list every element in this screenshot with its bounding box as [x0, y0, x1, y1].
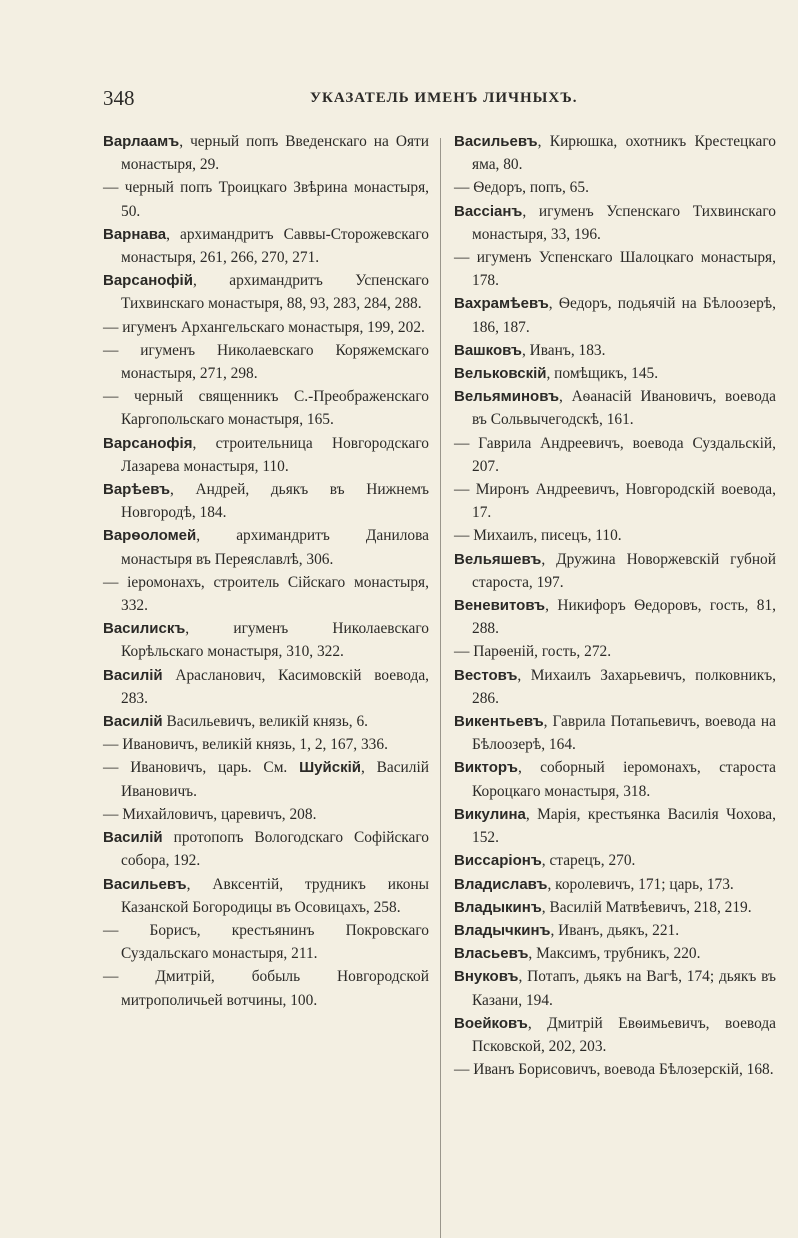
- entry-text: , Максимъ, трубникъ, 220.: [528, 945, 701, 963]
- entry-headword: Варлаамъ: [103, 133, 180, 150]
- index-entry: [454, 710, 776, 756]
- index-entry: [103, 316, 429, 339]
- entry-text: , Михаилъ Захарьевичъ, полковникъ, 286.: [472, 666, 776, 707]
- index-entry: [454, 664, 776, 710]
- index-entry: [454, 524, 776, 547]
- entry-headword: Василій: [103, 829, 163, 847]
- entry-headword: Вашковъ: [454, 341, 522, 359]
- entry-headword: Воейковъ: [454, 1014, 528, 1032]
- entry-headword: Виссаріонъ: [454, 852, 542, 870]
- index-entry: [103, 756, 429, 802]
- entry-headword: Варсанофія: [103, 434, 193, 452]
- index-entry: [454, 246, 776, 292]
- entry-text: Арасланович, Касимовскій воевода, 283.: [121, 666, 429, 707]
- index-entry: [454, 385, 776, 431]
- entry-headword: Вельковскій: [454, 365, 547, 383]
- entry-text: , Иванъ, 183.: [521, 341, 606, 359]
- entry-text: , Марія, крестьянка Василія Чохова, 152.: [472, 805, 776, 847]
- entry-headword: Владыкинъ: [454, 898, 542, 916]
- cross-reference-headword: Шуйскій: [299, 759, 361, 777]
- entry-text: — игуменъ Николаевскаго Коряжемскаго монастыря, 271, 298.: [103, 341, 429, 383]
- entry-text: , Дружина Новоржевскій губной староста, 197.: [472, 550, 776, 591]
- index-entry: [454, 1012, 776, 1058]
- index-entry: [103, 176, 429, 222]
- entry-text: протопопъ Вологодскаго Софійскаго собора, 192.: [121, 829, 429, 870]
- entry-text: — черный священникъ С.-Преображенскаго Каргопольскаго монастыря, 165.: [103, 388, 429, 429]
- page-number: 348: [103, 86, 135, 110]
- index-entry: [103, 710, 429, 733]
- entry-text: , архимандритъ Данилова монастыря въ Переяславлѣ, 306.: [121, 527, 429, 568]
- entry-text: — Парѳеній, гость, 272.: [454, 643, 612, 661]
- entry-text: , Андрей, дьякъ въ Нижнемъ Новгородѣ, 184.: [121, 481, 429, 522]
- index-entry: [454, 849, 776, 872]
- index-entry: [103, 919, 429, 965]
- entry-text: , Гаврила Потапьевичъ, воевода на Бѣлоозерѣ, 164.: [472, 713, 776, 754]
- index-entry: [454, 919, 776, 942]
- entry-headword: Варѣевъ: [103, 481, 171, 499]
- entry-text: , черный попъ Введенскаго на Ояти монастыря, 29.: [121, 133, 429, 174]
- entry-headword: Вестовъ: [454, 666, 518, 684]
- entry-text: , Потапъ, дьякъ на Вагѣ, 174; дьякъ въ Казани, 194.: [472, 968, 776, 1009]
- entry-text: , архимандритъ Успенскаго Тихвинскаго монастыря, 88, 93, 283, 284, 288.: [121, 272, 429, 313]
- index-entry: [103, 803, 429, 826]
- index-entry: [103, 733, 429, 756]
- entry-headword: Владиславъ: [454, 875, 548, 893]
- entry-text: — черный попъ Троицкаго Звѣрина монастыря, 50.: [103, 179, 429, 220]
- entry-text: — игуменъ Успенскаго Шалоцкаго монастыря, 178.: [454, 249, 776, 290]
- entry-headword: Викулина: [454, 805, 526, 823]
- index-entry: [454, 965, 776, 1011]
- entry-text: — Миронъ Андреевичъ, Новгородскій воевода, 17.: [454, 481, 776, 522]
- index-entry: [103, 432, 429, 478]
- entry-headword: Василій: [103, 666, 163, 684]
- index-entry: [454, 873, 776, 896]
- entry-headword: Вахрамѣевъ: [454, 295, 549, 313]
- index-entry: [103, 826, 429, 872]
- entry-text: — Ивановичъ, царь. См.: [103, 759, 300, 777]
- index-entry: [454, 1058, 776, 1081]
- entry-text: , соборный іеромонахъ, староста Короцкаго монастыря, 318.: [472, 759, 776, 800]
- index-entry: [103, 478, 429, 524]
- entry-text: , Василій Матвѣевичъ, 218, 219.: [541, 898, 752, 916]
- entry-text: — Борисъ, крестьянинъ Покровскаго Суздальскаго монастыря, 211.: [103, 921, 429, 963]
- entry-text: , Иванъ, дьякъ, 221.: [550, 921, 680, 939]
- entry-text: , Ѳедоръ, подьячій на Бѣлоозерѣ, 186, 187.: [472, 295, 776, 336]
- entry-headword: Веневитовъ: [454, 597, 546, 615]
- entry-headword: Васильевъ: [103, 875, 187, 893]
- index-entry: [103, 617, 429, 663]
- entry-headword: Василискъ: [103, 620, 186, 638]
- entry-headword: Василій: [103, 713, 163, 731]
- entry-text: , игуменъ Николаевскаго Корѣльскаго монастыря, 310, 322.: [121, 620, 429, 661]
- entry-text: , королевичъ, 171; царь, 173.: [547, 875, 734, 893]
- entry-headword: Викторъ: [454, 759, 518, 777]
- running-title: УКАЗАТЕЛЬ ИМЕНЪ ЛИЧНЫХЪ.: [310, 90, 578, 106]
- cross-reference-text: , Василій Ивановичъ.: [121, 759, 429, 800]
- column-divider: [440, 138, 441, 1238]
- entry-text: , архимандритъ Саввы-Сторожевскаго монастыря, 261, 266, 270, 271.: [121, 225, 429, 267]
- entry-headword: Владычкинъ: [454, 921, 551, 939]
- entry-text: , помѣщикъ, 145.: [546, 365, 659, 383]
- index-entry: [454, 432, 776, 478]
- entry-text: — Михаилъ, писецъ, 110.: [454, 527, 622, 545]
- index-entry: [103, 385, 429, 431]
- index-entry: [103, 223, 429, 269]
- entry-text: — Михайловичъ, царевичъ, 208.: [103, 805, 317, 823]
- index-entry: [103, 965, 429, 1011]
- entry-headword: Вассіанъ: [454, 202, 523, 220]
- entry-headword: Вельяминовъ: [454, 388, 559, 406]
- index-entry: [454, 200, 776, 246]
- entry-headword: Внуковъ: [454, 968, 519, 986]
- entry-text: , Никифоръ Ѳедоровъ, гость, 81, 288.: [472, 597, 776, 638]
- index-entry: [103, 664, 429, 710]
- index-entry: [454, 803, 776, 849]
- index-entry: [454, 594, 776, 640]
- page-header: [103, 86, 768, 116]
- entry-headword: Вельяшевъ: [454, 550, 542, 568]
- index-entry: [103, 873, 429, 919]
- entry-headword: Варсанофій: [103, 272, 193, 290]
- index-entry: [103, 571, 429, 617]
- entry-text: — Ѳедоръ, попъ, 65.: [454, 179, 589, 197]
- index-entry: [103, 524, 429, 570]
- index-entry: [454, 130, 776, 176]
- entry-text: — Ивановичъ, великій князь, 1, 2, 167, 336.: [103, 736, 388, 754]
- entry-headword: Васильевъ: [454, 133, 538, 150]
- entry-text: , Дмитрій Евѳимьевичъ, воевода Псковской, 202, 203.: [472, 1014, 776, 1055]
- entry-text: — игуменъ Архангельскаго монастыря, 199, 202.: [103, 318, 425, 336]
- index-entry: [454, 339, 776, 362]
- entry-text: — Дмитрій, бобыль Новгородской митрополичьей вотчины, 100.: [103, 968, 429, 1009]
- index-entry: [454, 478, 776, 524]
- entry-headword: Варѳоломей: [103, 527, 197, 545]
- entry-text: , игуменъ Успенскаго Тихвинскаго монастыря, 33, 196.: [472, 202, 776, 243]
- entry-headword: Викентьевъ: [454, 713, 544, 731]
- index-entry: [103, 269, 429, 315]
- entry-text: , старецъ, 270.: [541, 852, 636, 870]
- index-entry: [454, 362, 776, 385]
- entry-text: — іеромонахъ, строитель Сійскаго монастыря, 332.: [103, 573, 429, 615]
- index-entry: [454, 896, 776, 919]
- index-column-right: [454, 130, 776, 1081]
- index-entry: [103, 130, 429, 176]
- index-entry: [103, 339, 429, 385]
- index-column-left: [103, 130, 429, 1012]
- entry-headword: Варнава: [103, 225, 167, 243]
- index-entry: [454, 548, 776, 594]
- entry-text: , Кирюшка, охотникъ Крестецкаго яма, 80.: [472, 133, 776, 174]
- entry-text: , Аѳанасій Ивановичъ, воевода въ Сольвычегодскѣ, 161.: [472, 388, 776, 429]
- entry-headword: Власьевъ: [454, 945, 529, 963]
- index-entry: [454, 942, 776, 965]
- index-entry: [454, 292, 776, 338]
- entry-text: — Иванъ Борисовичъ, воевода Бѣлозерскій, 168.: [454, 1061, 774, 1079]
- entry-text: , Авксентій, трудникъ иконы Казанской Богородицы въ Осовицахъ, 258.: [121, 875, 429, 916]
- index-entry: [454, 176, 776, 199]
- index-entry: [454, 640, 776, 663]
- entry-text: — Гаврила Андреевичъ, воевода Суздальскій, 207.: [454, 434, 776, 475]
- entry-text: Васильевичъ, великій князь, 6.: [162, 713, 368, 731]
- index-entry: [454, 756, 776, 802]
- entry-text: , строительница Новгородскаго Лазарева монастыря, 110.: [121, 434, 429, 475]
